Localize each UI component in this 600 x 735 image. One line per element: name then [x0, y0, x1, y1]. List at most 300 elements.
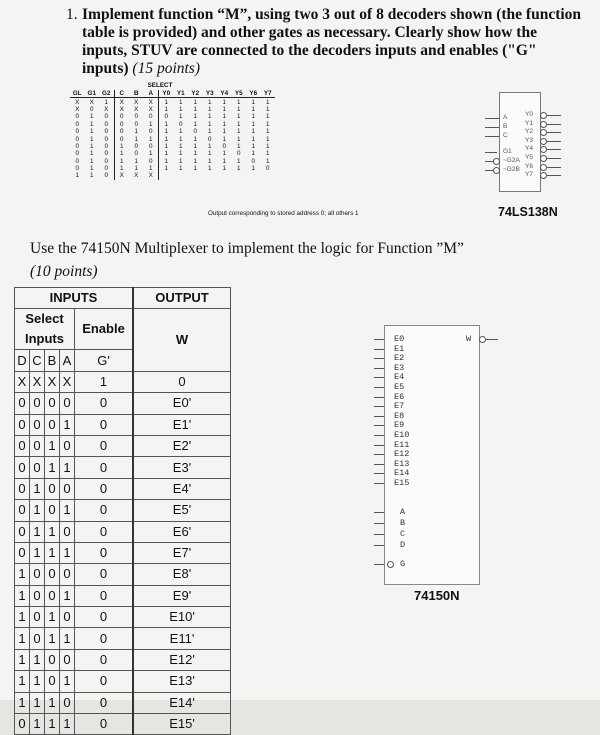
select-bit-cell: 0 [30, 628, 45, 649]
enable-header: Enable [75, 309, 134, 350]
truth-table-cell: 1 [178, 142, 183, 150]
output-cell: E15' [133, 714, 231, 735]
truth-table-cell: 1 [164, 142, 168, 150]
truth-table-cell: 1 [193, 105, 197, 113]
decoder-output-label: Y0 [525, 111, 533, 118]
truth-table-header-cell: Y4 [217, 90, 232, 98]
truth-table-header-cell: Y0 [159, 90, 174, 98]
select-bit-cell: X [30, 371, 45, 392]
mux-enable-label: G [400, 559, 406, 569]
decoder-truth-table [70, 90, 275, 180]
decoder-input-label: A [503, 114, 508, 121]
mux-select-lead [374, 512, 384, 513]
truth-table-cell: 1 [207, 165, 212, 173]
decoder-output-label: Y5 [525, 154, 533, 161]
question-1-text [82, 6, 582, 78]
truth-table-cell: 1 [89, 128, 94, 136]
select-bit-cell: 1 [30, 671, 45, 692]
decoder-output-bubble [540, 129, 547, 136]
truth-table-row [70, 121, 275, 128]
truth-table-cell: X [75, 105, 80, 113]
truth-table-cell: 0 [251, 157, 255, 165]
select-bit-cell: 0 [60, 607, 75, 628]
mux-select-lead [374, 545, 384, 546]
select-bit-cell: 0 [15, 435, 30, 456]
truth-table-cell: 0 [134, 120, 138, 128]
mux-data-input-lead [374, 445, 384, 446]
truth-table-cell: 0 [119, 120, 124, 128]
mux-output-bubble [479, 336, 486, 343]
select-bit-cell: 0 [15, 457, 30, 478]
mux-table-row [15, 628, 231, 649]
output-cell: E4' [133, 478, 231, 499]
select-bit-cell: 0 [15, 500, 30, 521]
truth-table-cell: 1 [222, 120, 226, 128]
truth-table-row [70, 135, 275, 142]
decoder-output-bubble [540, 146, 547, 153]
select-bit-cell: 0 [15, 393, 30, 414]
truth-table-cell: X [144, 98, 159, 106]
mux-data-input-lead [374, 387, 384, 388]
truth-table-cell [217, 172, 232, 179]
truth-table-cell: 1 [251, 113, 255, 121]
mux-select-label: B [400, 518, 406, 528]
mux-table-row [15, 500, 231, 521]
truth-table-cell: 1 [207, 98, 212, 106]
truth-table-cell: 1 [222, 135, 226, 143]
enable-cell: 0 [75, 414, 134, 435]
truth-table-header-cell: B [129, 90, 144, 98]
truth-table-row [70, 113, 275, 120]
output-cell: E12' [133, 649, 231, 670]
truth-table-header-cell: C [114, 90, 129, 98]
select-bit-cell: X [60, 371, 75, 392]
truth-table-cell: 1 [236, 98, 241, 106]
mux-data-input-lead [374, 435, 384, 436]
mux-table-row [15, 435, 231, 456]
truth-table-cell: 1 [193, 98, 197, 106]
decoder-enable-label: ~G2A [503, 157, 520, 164]
select-bit-cell: 0 [15, 521, 30, 542]
select-bit-cell: 0 [60, 435, 75, 456]
decoder-enable-bubble [493, 158, 500, 165]
mux-data-input-lead [374, 397, 384, 398]
enable-cell: 0 [75, 521, 134, 542]
truth-table-cell: 1 [178, 135, 183, 143]
truth-table-cell: 0 [89, 105, 94, 113]
select-bit-cell: 0 [30, 585, 45, 606]
select-bit-cell: 1 [30, 478, 45, 499]
truth-table-cell: 1 [178, 150, 183, 158]
enable-cell: 0 [75, 585, 134, 606]
truth-table-cell: 1 [207, 150, 212, 158]
enable-cell: 0 [75, 628, 134, 649]
mux-table-row [15, 671, 231, 692]
mux-table-row [15, 393, 231, 414]
select-bit-cell: 0 [45, 414, 60, 435]
select-bit-cell: 1 [60, 714, 75, 735]
mux-data-input-label: E7 [394, 401, 405, 412]
truth-table-row [70, 158, 275, 165]
output-cell: E7' [133, 542, 231, 563]
truth-table-cell: 0 [134, 142, 138, 150]
select-bit-cell: 1 [15, 585, 30, 606]
truth-table-cell: 1 [119, 142, 124, 150]
truth-table-cell: 1 [265, 105, 270, 113]
truth-table-cell: 0 [144, 113, 159, 120]
truth-table-cell: 1 [164, 105, 168, 113]
truth-table-cell: 1 [251, 150, 255, 158]
mux-data-input-label: E1 [394, 343, 405, 354]
truth-table-cell [246, 172, 261, 179]
truth-table-cell [261, 172, 276, 179]
select-bit-cell: 1 [45, 714, 60, 735]
truth-table-cell: 1 [222, 105, 226, 113]
truth-table-cell: X [134, 105, 139, 113]
output-cell: E11' [133, 628, 231, 649]
truth-table-cell [159, 172, 174, 179]
mux-select-lead [374, 523, 384, 524]
select-bit-cell: 1 [45, 521, 60, 542]
output-cell: 0 [133, 371, 231, 392]
truth-table-cell: X [144, 106, 159, 113]
w-header: W [133, 309, 231, 371]
select-bit-cell: 0 [15, 414, 30, 435]
truth-table-cell: 1 [207, 142, 212, 150]
truth-table-cell: X [144, 172, 159, 179]
decoder-output-lead [547, 115, 561, 116]
truth-table-cell: 0 [193, 128, 197, 136]
truth-table-cell: 1 [134, 135, 138, 143]
select-bit-cell: 0 [60, 521, 75, 542]
enable-cell: 0 [75, 457, 134, 478]
decoder-input-lead [485, 127, 499, 128]
decoder-output-bubble [540, 121, 547, 128]
bit-header-c: C [30, 350, 45, 371]
output-cell: E10' [133, 607, 231, 628]
mux-enable-bubble [387, 561, 394, 568]
select-bit-cell: 1 [15, 564, 30, 585]
truth-table-cell: X [119, 172, 124, 180]
truth-table-cell: 1 [236, 113, 241, 121]
truth-table-cell: 1 [164, 120, 168, 128]
enable-cell: 0 [75, 500, 134, 521]
truth-table-cell: 1 [89, 113, 94, 121]
select-bit-cell: 1 [45, 607, 60, 628]
bit-header-a: A [60, 350, 75, 371]
truth-table-cell: 1 [89, 157, 94, 165]
truth-table-cell: 0 [99, 150, 114, 157]
select-bit-cell: 0 [60, 393, 75, 414]
truth-table-cell: 0 [134, 150, 138, 158]
truth-table-cell: 1 [207, 113, 212, 121]
decoder-output-label: Y1 [525, 119, 533, 127]
select-bit-cell: 0 [45, 585, 60, 606]
enable-cell: 0 [75, 435, 134, 456]
enable-cell: 0 [75, 393, 134, 414]
question-1-part2: 3 out of 8 decoders shown (the function table is provided) and other gates as necessary. Clearly show how the inputs, STUV are connected to the decoders inputs and enables ("G" inputs) [82, 6, 582, 77]
decoder-enable-bubble [493, 167, 500, 174]
truth-table-cell: 1 [236, 120, 241, 128]
select-bit-cell: 1 [15, 692, 30, 713]
truth-table-cell: 1 [119, 157, 124, 165]
output-cell: E3' [133, 457, 231, 478]
truth-table-row [70, 128, 275, 135]
truth-table-cell: 1 [265, 128, 270, 136]
select-bit-cell: 0 [30, 393, 45, 414]
truth-table-cell: 1 [134, 128, 138, 136]
truth-table-cell: 0 [99, 113, 114, 120]
enable-cell: 1 [75, 371, 134, 392]
decoder-output-label: Y4 [525, 145, 533, 153]
mux-output-label: W [466, 334, 472, 344]
output-cell: E13' [133, 671, 231, 692]
truth-table-cell: 0 [178, 120, 183, 128]
mux-data-input-label: E10 [394, 430, 410, 440]
mux-data-input-lead [374, 425, 384, 426]
truth-table-cell: 1 [144, 150, 159, 157]
select-bit-cell: 1 [45, 692, 60, 713]
truth-table-cell: 1 [144, 165, 159, 172]
select-bit-cell: 0 [60, 478, 75, 499]
question-2-points: (10 points) [30, 263, 98, 280]
truth-table-cell: 1 [193, 165, 197, 173]
select-bit-cell: 0 [45, 649, 60, 670]
mux-data-input-label: E2 [394, 353, 405, 364]
truth-table-cell: 0 [75, 128, 79, 136]
truth-table-cell: 1 [207, 105, 212, 113]
mux-table-row [15, 649, 231, 670]
select-bit-cell: 0 [45, 564, 60, 585]
mux-table-row [15, 457, 231, 478]
decoder-output-bubble [540, 164, 547, 171]
truth-table-cell: 0 [99, 158, 114, 165]
mux-data-input-lead [374, 377, 384, 378]
select-bit-cell: 1 [30, 542, 45, 563]
truth-table-cell [188, 172, 203, 179]
select-bit-cell: 1 [30, 692, 45, 713]
truth-table-cell: 1 [119, 165, 124, 173]
truth-table-header-row [70, 90, 275, 98]
truth-table-cell: 1 [222, 128, 226, 136]
select-bit-cell: 1 [45, 457, 60, 478]
select-bit-cell: 0 [60, 564, 75, 585]
decoder-output-bubble [540, 155, 547, 162]
mux-table-row [15, 564, 231, 585]
select-bit-cell: 1 [15, 649, 30, 670]
truth-table-cell: 0 [164, 113, 168, 121]
g-header: G' [75, 350, 134, 371]
truth-table-cell: 0 [99, 128, 114, 135]
mux-table-row [15, 414, 231, 435]
truth-table-header-cell: Y1 [174, 90, 189, 98]
truth-table-cell: 1 [265, 135, 270, 143]
decoder-output-lead [547, 158, 561, 159]
truth-table-cell: 1 [207, 157, 212, 165]
question-1-part1: Implement function “M”, using [82, 6, 295, 23]
decoder-input-lead [485, 136, 499, 137]
mux-function-table [14, 287, 231, 735]
select-bit-cell: 1 [60, 542, 75, 563]
truth-table-cell: 1 [265, 113, 270, 121]
select-bit-cell: 1 [60, 671, 75, 692]
truth-table-header-cell: Y7 [261, 90, 276, 98]
question-1-number: 1. [66, 6, 78, 23]
truth-table-cell: 0 [144, 128, 159, 135]
truth-table-cell: 1 [164, 128, 168, 136]
enable-cell: 0 [75, 607, 134, 628]
truth-table-cell: 1 [89, 150, 94, 158]
truth-table-header-cell: Y3 [203, 90, 218, 98]
truth-table-cell: 1 [193, 113, 197, 121]
truth-table-cell: 0 [99, 172, 114, 179]
mux-data-input-lead [374, 483, 384, 484]
truth-table-cell: 1 [134, 165, 138, 173]
truth-table-cell: 1 [236, 157, 241, 165]
mux-data-input-label: E13 [394, 458, 410, 469]
mux-data-input-label: E0 [394, 334, 405, 344]
truth-table-cell: 1 [178, 98, 183, 106]
mux-table-row [15, 521, 231, 542]
truth-table-cell: 0 [75, 150, 79, 158]
decoder-enable-label: G1 [503, 148, 512, 155]
select-bit-cell: 1 [45, 435, 60, 456]
truth-table-header-cell: GL [70, 90, 85, 98]
truth-table-cell: 1 [222, 98, 226, 106]
truth-table-row [70, 150, 275, 157]
select-bit-cell: 0 [30, 564, 45, 585]
function-table-note: Output corresponding to stored address 0; all others 1 [208, 210, 359, 217]
truth-table-cell: 1 [164, 157, 168, 165]
select-bit-cell: 1 [30, 521, 45, 542]
truth-table-cell: 0 [236, 150, 241, 158]
select-bit-cell: X [15, 371, 30, 392]
decoder-input-label: B [503, 123, 508, 130]
select-bit-cell: 0 [60, 692, 75, 713]
inputs-header: INPUTS [15, 288, 134, 309]
select-bit-cell: 0 [30, 414, 45, 435]
truth-table-cell: 1 [265, 157, 270, 165]
select-header: SELECT [147, 82, 173, 89]
mux-data-input-label: E3 [394, 362, 405, 373]
truth-table-row [70, 172, 275, 179]
truth-table-cell: 0 [207, 135, 212, 143]
decoder-name: 74LS138N [498, 205, 558, 219]
decoder-enable-lead [485, 152, 497, 153]
truth-table-cell: X [134, 172, 139, 180]
truth-table-cell: 1 [89, 165, 94, 173]
truth-table-cell: 1 [251, 128, 255, 136]
truth-table-cell: 1 [178, 105, 183, 113]
select-bit-cell: 0 [15, 542, 30, 563]
truth-table-cell: 1 [236, 165, 241, 173]
truth-table-cell: 1 [251, 105, 255, 113]
mux-table-row [15, 371, 231, 392]
decoder-input-label: C [503, 132, 508, 139]
truth-table-cell: X [119, 105, 124, 113]
mux-name: 74150N [414, 588, 460, 603]
select-bit-cell: 0 [15, 714, 30, 735]
mux-data-input-lead [374, 406, 384, 407]
output-cell: E9' [133, 585, 231, 606]
truth-table-cell: 1 [265, 150, 270, 158]
select-bit-cell: 1 [60, 628, 75, 649]
truth-table-cell: 1 [207, 128, 212, 136]
truth-table-cell: X [75, 98, 80, 106]
truth-table-cell: 0 [75, 157, 79, 165]
truth-table-cell: 0 [99, 121, 114, 128]
select-bit-cell: 1 [15, 671, 30, 692]
truth-table-cell: 0 [265, 165, 270, 173]
truth-table-cell: 1 [236, 128, 241, 136]
truth-table-cell: 1 [222, 150, 226, 158]
decoder-enable-label: ~G2B [503, 166, 520, 173]
truth-table-cell: 1 [144, 135, 159, 142]
mux-table-row [15, 692, 231, 713]
truth-table-row [70, 98, 275, 106]
mux-table-row [15, 607, 231, 628]
truth-table-header-cell: A [144, 90, 159, 98]
truth-table-cell: 0 [119, 113, 124, 121]
output-cell: E2' [133, 435, 231, 456]
truth-table-cell: 0 [222, 142, 226, 150]
truth-table-cell [203, 172, 218, 179]
truth-table-cell: 0 [75, 135, 79, 143]
truth-table-header-cell: Y2 [188, 90, 203, 98]
truth-table-cell: 1 [178, 128, 183, 136]
truth-table-cell: 0 [75, 165, 79, 173]
truth-table-cell: 0 [134, 113, 138, 121]
decoder-output-lead [547, 124, 561, 125]
mux-select-label: A [400, 507, 406, 517]
truth-table-cell: X [99, 106, 114, 113]
decoder-output-bubble [540, 112, 547, 119]
truth-table-cell: 1 [236, 105, 241, 113]
mux-data-input-label: E12 [394, 449, 410, 460]
select-bit-cell: 1 [15, 607, 30, 628]
mux-data-input-lead [374, 368, 384, 369]
mux-table-row [15, 714, 231, 735]
truth-table-cell: X [119, 98, 124, 106]
select-bit-cell: 0 [30, 435, 45, 456]
truth-table-row [70, 106, 275, 113]
mux-table-row [15, 585, 231, 606]
bit-header-b: B [45, 350, 60, 371]
truth-table-cell: 1 [99, 98, 114, 106]
truth-table-cell: 0 [75, 113, 79, 121]
truth-table-header-cell: Y6 [246, 90, 261, 98]
truth-table-cell: 1 [178, 113, 183, 121]
mux-data-input-lead [374, 473, 384, 474]
truth-table-cell: 0 [119, 128, 124, 136]
decoder-output-label: Y3 [525, 136, 533, 144]
mux-output-lead [486, 339, 498, 340]
decoder-output-lead [547, 167, 561, 168]
truth-table-cell: 1 [251, 165, 255, 173]
output-cell: E14' [133, 692, 231, 713]
truth-table-cell: 1 [251, 98, 255, 106]
mux-data-input-lead [374, 358, 384, 359]
truth-table-cell: 0 [144, 143, 159, 150]
select-bit-cell: 0 [45, 393, 60, 414]
truth-table-cell: 1 [251, 142, 255, 150]
mux-data-input-label: E11 [394, 439, 410, 450]
truth-table-cell: 1 [178, 165, 183, 173]
truth-table-cell: 1 [89, 135, 94, 143]
select-bit-cell: 0 [15, 478, 30, 499]
mux-data-input-lead [374, 416, 384, 417]
decoder-body [499, 92, 541, 192]
